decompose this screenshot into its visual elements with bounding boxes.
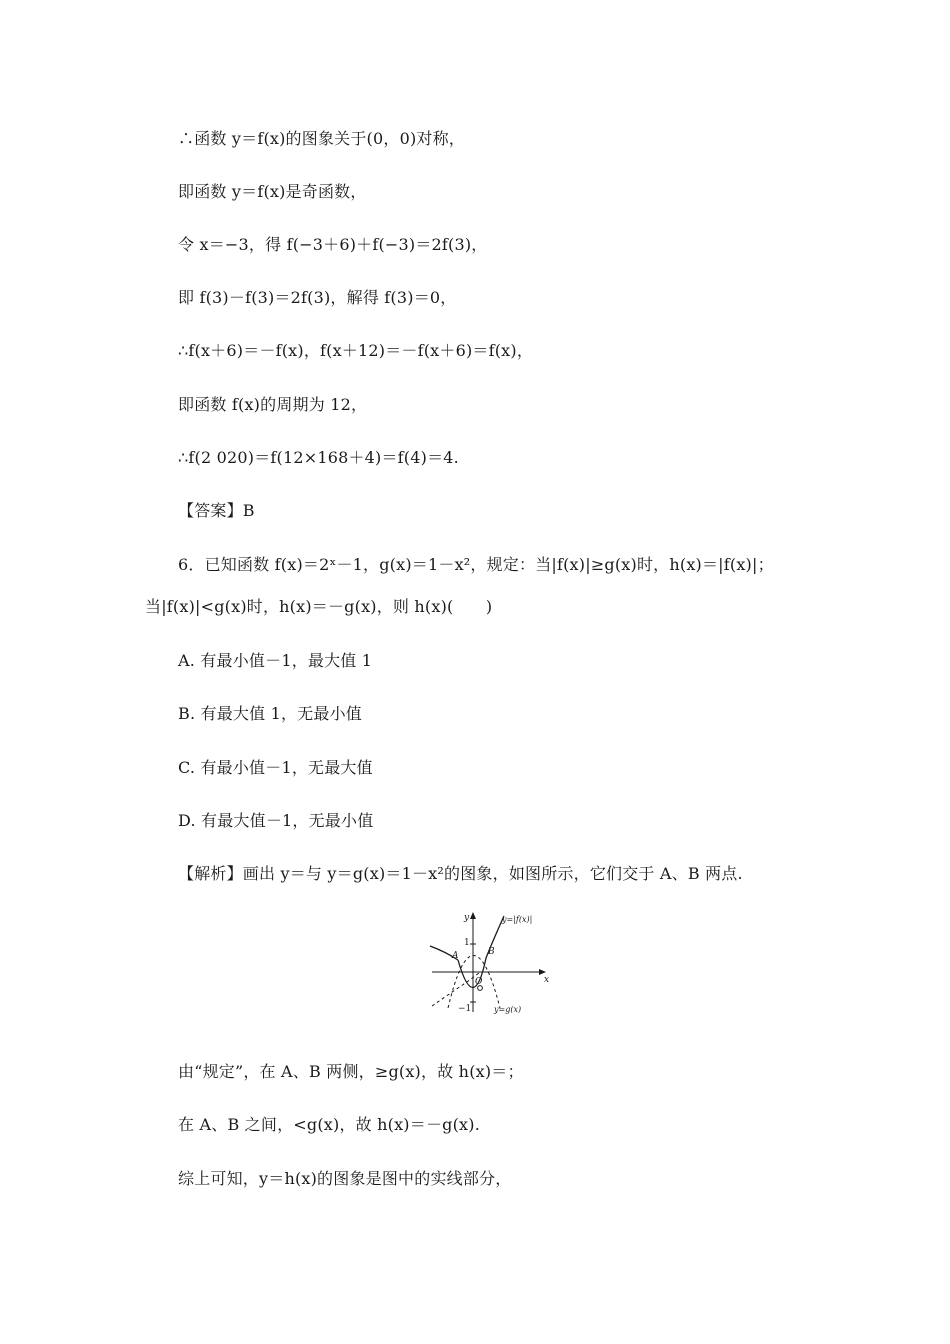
- f-curve-label: y=|f(x)|: [502, 915, 533, 924]
- text-line-1: ∴函数 y＝f(x)的图象关于(0，0)对称，: [178, 129, 465, 148]
- option-a: A. 有最小值－1，最大值 1: [178, 651, 373, 670]
- question-6-line-1: 6．已知函数 f(x)＝2ˣ－1，g(x)＝1－x²，规定：当|f(x)|≥g(x)时，h(x)＝|f(x)|；: [178, 555, 774, 574]
- text-line-5: ∴f(x＋6)＝－f(x)，f(x＋12)＝－f(x＋6)＝f(x)，: [178, 341, 534, 360]
- point-a-label: A: [452, 951, 459, 961]
- text-line-3: 令 x＝−3，得 f(−3＋6)＋f(−3)＝2f(3)，: [178, 235, 488, 254]
- text-line-rule: 由“规定”，在 A、B 两侧，≥g(x)，故 h(x)＝；: [178, 1062, 524, 1081]
- x-axis-label: x: [544, 975, 550, 985]
- g-curve-label: y=g(x): [494, 1005, 522, 1014]
- text-line-conclusion: 综上可知，y＝h(x)的图象是图中的实线部分，: [178, 1169, 512, 1188]
- point-b-label: B: [488, 947, 495, 957]
- text-line-6: 即函数 f(x)的周期为 12，: [178, 395, 368, 414]
- graph-svg: [428, 908, 558, 1016]
- option-d: D. 有最大值－1，无最小值: [178, 811, 374, 830]
- option-c: C. 有最小值－1，无最大值: [178, 758, 373, 777]
- tick-minus-one-label: −1: [458, 1004, 472, 1014]
- function-graph-figure: [428, 908, 558, 1016]
- y-axis-arrow: [470, 912, 476, 919]
- answer-line: 【答案】B: [178, 501, 255, 520]
- origin-label: O: [475, 977, 483, 987]
- question-6-line-2: 当|f(x)|<g(x)时，h(x)＝－g(x)，则 h(x)( ): [145, 597, 493, 616]
- text-line-2: 即函数 y＝f(x)是奇函数，: [178, 182, 367, 201]
- option-b: B. 有最大值 1，无最小值: [178, 704, 362, 723]
- tick-one-label: 1: [464, 938, 470, 948]
- text-line-7: ∴f(2 020)＝f(12×168＋4)＝f(4)＝4.: [178, 448, 459, 467]
- text-line-between: 在 A、B 之间，<g(x)，故 h(x)＝－g(x).: [178, 1115, 480, 1134]
- analysis-line: 【解析】画出 y＝与 y＝g(x)＝1－x²的图象，如图所示，它们交于 A、B 两点.: [178, 864, 743, 883]
- text-line-4: 即 f(3)－f(3)＝2f(3)，解得 f(3)＝0，: [178, 288, 457, 307]
- g-curve-dashed: [448, 956, 500, 1009]
- y-axis-label: y: [464, 913, 470, 923]
